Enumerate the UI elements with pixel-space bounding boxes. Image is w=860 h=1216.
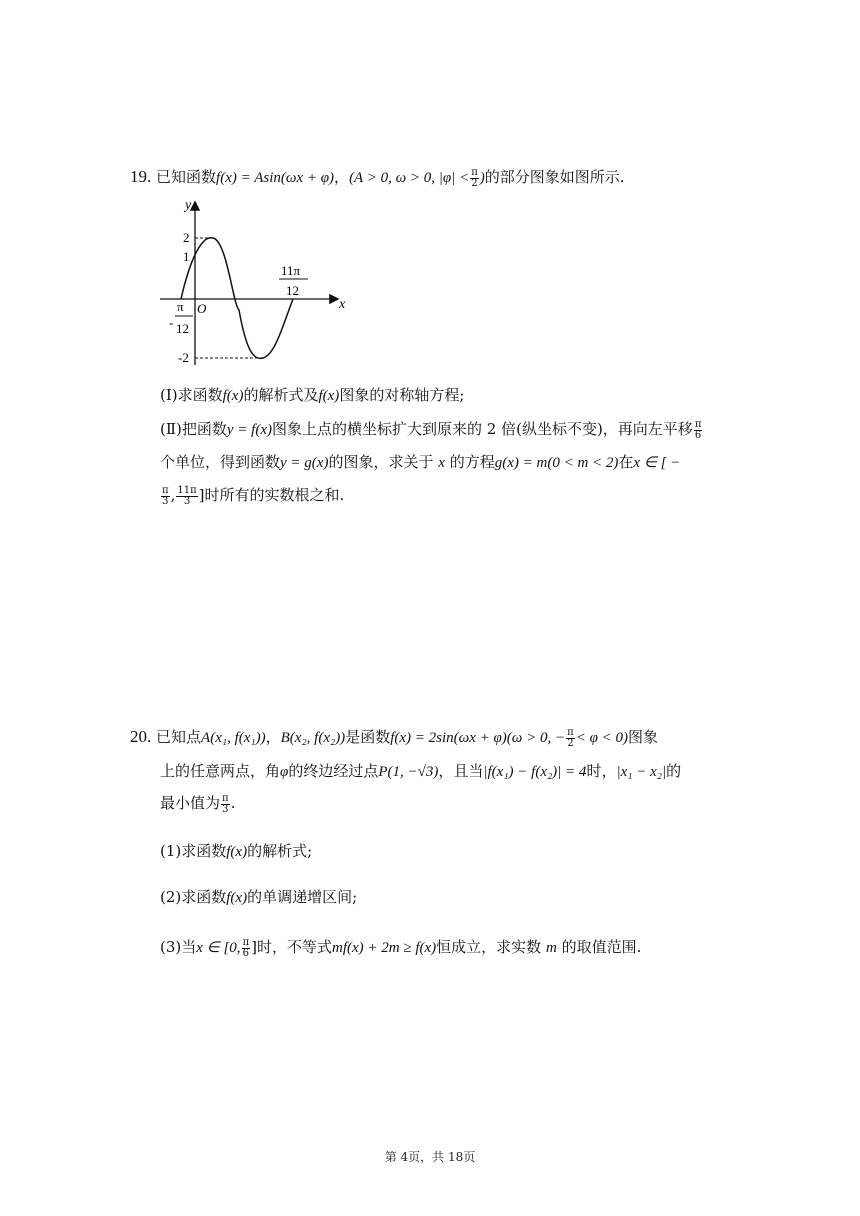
tick-y-2: 2	[183, 230, 190, 245]
q19-part1: (Ⅰ)求函数f(x)的解析式及f(x)图象的对称轴方程;	[160, 386, 465, 404]
right-x-den: 12	[286, 283, 299, 298]
question-number: 20.	[130, 727, 152, 746]
y-axis-label: y	[185, 198, 192, 213]
q19-part2-line1: (Ⅱ)把函数y = f(x)图象上点的横坐标扩大到原来的 2 倍(纵坐标不变)，再向左平移 $\frac{\pi}{6}$	[160, 418, 702, 441]
sine-graph-figure	[155, 195, 355, 375]
origin-label: O	[197, 301, 207, 316]
page-footer: 第 4页，共 18页	[384, 1150, 476, 1164]
left-x-num: π	[177, 299, 184, 314]
left-x-den: 12	[176, 321, 189, 336]
q20-part1: (1)求函数f(x)的解析式;	[160, 842, 313, 860]
tick-y-1: 1	[183, 249, 190, 264]
q20-part3: (3)当x ∈ [0, $\frac{\pi}{6}$ ]时，不等式mf(x) + 2m ≥ f(x)恒成立，求实数 m 的取值范围.	[160, 936, 642, 959]
sine-curve	[181, 238, 293, 359]
tick-y-neg2: -2	[178, 350, 189, 365]
q19-part2-line2: 个单位，得到函数y = g(x)的图象，求关于 x 的方程g(x) = m(0 < m < 2)在x ∈ [ −	[160, 453, 681, 471]
question-20-line1: 20. 已知点A(x₁, f(x₁))，B(x₂, f(x₂))是函数f(x) = 2sin(ωx + φ)(ω > 0, − $\frac{\pi}{2}$ < φ < 0)图象	[130, 726, 659, 749]
question-20-line3: 最小值为 $\frac{\pi}{3}$ .	[160, 792, 236, 815]
q19-part2-line3: $\frac{\pi}{3}$ , $\frac{11\pi}{3}$ ]时所有的实数根之和.	[162, 484, 345, 507]
question-19-stem: 19. 已知函数f(x) = Asin(ωx + φ)，(A > 0, ω > 0, |φ| < $\frac{\pi}{2}$ )的部分图象如图所示.	[130, 166, 625, 189]
question-number: 19.	[130, 167, 152, 186]
right-x-num: 11π	[281, 263, 301, 278]
q20-part2: (2)求函数f(x)的单调递增区间;	[160, 888, 358, 906]
x-axis-label: x	[339, 297, 346, 312]
question-20-line2: 上的任意两点，角φ的终边经过点P(1, −√3)，且当|f(x₁) − f(x₂)| = 4时，|x₁ − x₂|的	[160, 762, 682, 780]
left-x-sign: -	[169, 315, 174, 330]
